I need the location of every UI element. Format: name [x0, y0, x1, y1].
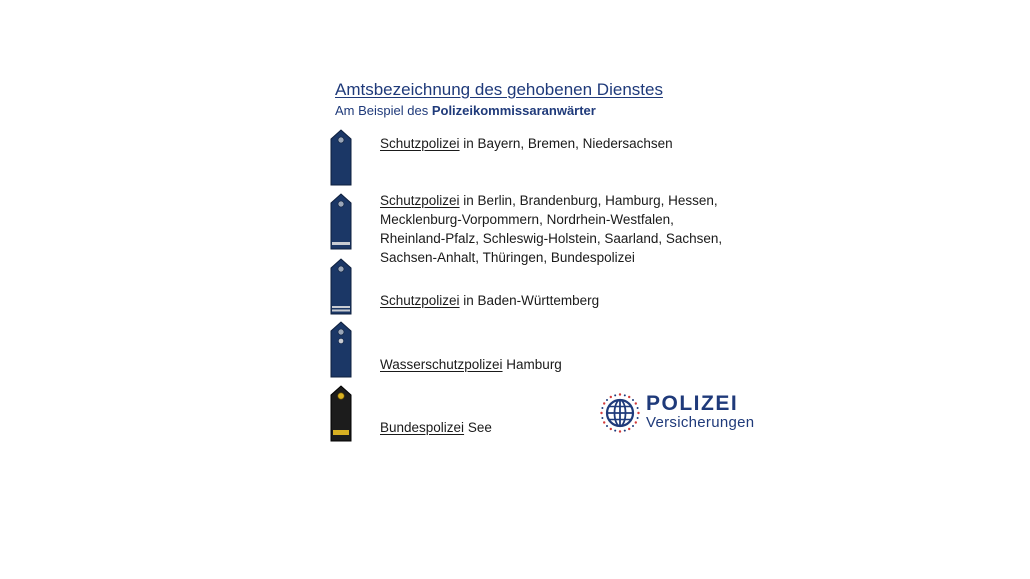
- police-region-text: in Baden-Württemberg: [459, 293, 600, 308]
- epaulet-icon: [328, 321, 354, 379]
- police-region-text: in Bayern, Bremen, Niedersachsen: [459, 136, 673, 151]
- page-title: Amtsbezeichnung des gehobenen Dienstes: [335, 80, 663, 99]
- police-type-label: Bundespolizei: [380, 420, 465, 435]
- police-type-label: Wasserschutzpolizei: [380, 357, 503, 372]
- police-region-text: in Berlin, Brandenburg, Hamburg, Hessen, Mecklenburg-Vorpommern, Nordrhein-Westfalen, Rheinland-Pfalz, Schleswig-Holstein, Saarland, Sachsen, Sachsen-Anhalt, Thüringen, Bundespolizei: [380, 193, 723, 265]
- page-subtitle: [335, 103, 596, 118]
- logo-subtitle: Versicherungen: [646, 414, 755, 431]
- epaulet-icon: [328, 193, 354, 251]
- subtitle-rank: Polizeikommissaranwärter: [431, 103, 596, 118]
- police-type-label: Schutzpolizei: [380, 193, 460, 208]
- list-item: [380, 355, 740, 374]
- globe-logo-icon: [600, 393, 640, 433]
- list-item: [380, 191, 740, 267]
- list-item: [380, 291, 740, 310]
- subtitle-prefix: Am Beispiel des: [335, 103, 432, 118]
- epaulet-icon: [328, 129, 354, 187]
- epaulet-icon: [328, 385, 354, 443]
- police-type-label: Schutzpolizei: [380, 293, 460, 308]
- logo-title: POLIZEI: [646, 392, 739, 415]
- epaulet-icon: [328, 258, 354, 316]
- polizei-versicherungen-logo: [600, 392, 755, 438]
- police-type-label: Schutzpolizei: [380, 136, 460, 151]
- police-region-text: Hamburg: [502, 357, 562, 372]
- list-item: [380, 134, 740, 153]
- police-region-text: See: [464, 420, 492, 435]
